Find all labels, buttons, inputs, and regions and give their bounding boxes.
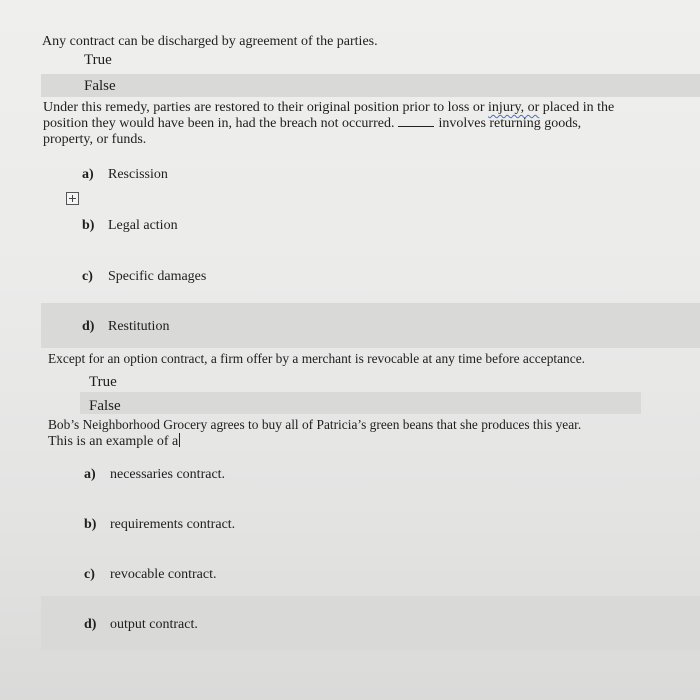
q2-option-a-letter: a) [82,167,94,182]
q2-option-b-label: Legal action [108,218,178,233]
q1-option-false[interactable]: False [84,78,116,94]
q4-option-c[interactable] [84,566,217,584]
q2-line-2-end: involves returning goods, [438,116,582,131]
q4-option-a[interactable] [84,466,225,484]
q4-option-b-letter: b) [84,517,97,532]
q2-option-b-letter: b) [82,218,95,233]
q2-spellcheck-phrase: injury, or [488,100,540,115]
q2-option-c[interactable] [82,268,206,286]
q2-line-1 [43,100,614,117]
text-caret [179,433,180,447]
q2-line-3: property, or funds. [43,132,147,147]
q2-fill-blank [398,116,434,127]
q4-line-2 [48,433,180,451]
q1-option-true[interactable]: True [84,52,112,68]
expand-plus-icon[interactable] [66,192,79,205]
q2-option-b[interactable] [82,217,178,235]
q4-option-a-label: necessaries contract. [110,467,226,482]
q4-option-d-letter: d) [84,617,97,632]
q4-line-1: Bob’s Neighborhood Grocery agrees to buy all of Patricia’s green beans that she produces this year. [48,417,582,432]
q4-option-d[interactable] [84,616,198,634]
q2-option-a-label: Rescission [108,167,168,182]
q4-option-a-letter: a) [84,467,96,482]
q2-option-a[interactable] [82,166,168,184]
q2-option-c-label: Specific damages [108,269,207,284]
q4-line-2-text: This is an example of a [48,434,179,449]
q3-false-highlight [80,392,641,414]
q1-question-text: Any contract can be discharged by agreement of the parties. [42,34,378,49]
q3-option-true[interactable]: True [89,374,117,390]
q4-option-c-label: revocable contract. [110,567,217,582]
q1-false-highlight [41,74,700,97]
q2-line-1-start: Under this remedy, parties are restored to their original position prior to loss or [43,100,489,115]
q4-option-c-letter: c) [84,567,95,582]
q2-line-2-start: position they would have been in, had the breach not occurred. [43,116,395,131]
q2-option-d-letter: d) [82,319,95,334]
q2-line-1-end: placed in the [539,100,615,115]
q2-option-c-letter: c) [82,269,93,284]
q4-option-b[interactable] [84,516,235,534]
q2-line-2 [43,116,581,133]
q3-question-text: Except for an option contract, a firm offer by a merchant is revocable at any time before acceptance. [48,351,585,366]
q4-option-d-label: output contract. [110,617,198,632]
q2-option-d-label: Restitution [108,319,170,334]
q4-option-b-label: requirements contract. [110,517,236,532]
q3-option-false[interactable]: False [89,398,121,414]
q2-option-d[interactable] [82,318,169,336]
